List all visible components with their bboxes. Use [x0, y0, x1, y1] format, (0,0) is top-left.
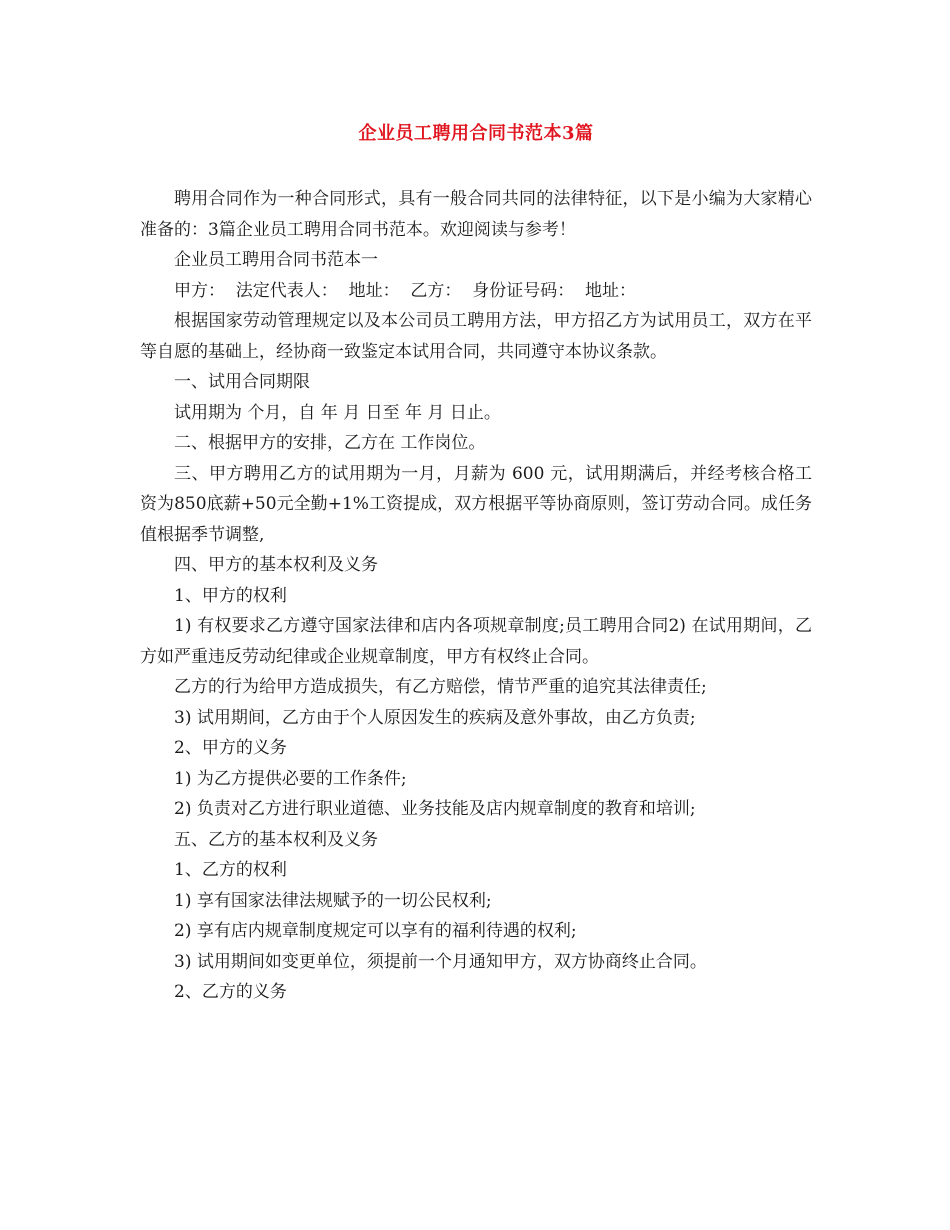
clause-text: 1) 有权要求乙方遵守国家法律和店内各项规章制度;员工聘用合同2) 在试用期间，乙方如严重违反劳动纪律或企业规章制度，甲方有权终止合同。: [140, 616, 812, 667]
parties-line: 甲方： 法定代表人： 地址： 乙方： 身份证号码： 地址：: [174, 280, 637, 301]
clause-heading-1: 一、试用合同期限: [174, 372, 310, 392]
section-heading-contract-one: 企业员工聘用合同书范本一: [174, 250, 378, 270]
clause-text: 2) 享有店内规章制度规定可以享有的福利待遇的权利;: [174, 921, 577, 941]
clause-text: 2) 负责对乙方进行职业道德、业务技能及店内规章制度的教育和培训;: [174, 799, 696, 819]
preamble-paragraph: 根据国家劳动管理规定以及本公司员工聘用方法，甲方招乙方为试用员工，双方在平等自愿的基础上，经协商一致鉴定本试用合同，共同遵守本协议条款。: [140, 311, 812, 362]
clause-text: 3) 试用期间如变更单位，须提前一个月通知甲方，双方协商终止合同。: [174, 951, 707, 972]
clause-heading-5: 五、乙方的基本权利及义务: [174, 829, 378, 850]
clause-heading-2: 二、根据甲方的安排，乙方在 工作岗位。: [174, 433, 486, 453]
clause-text: 3) 试用期间，乙方由于个人原因发生的疾病及意外事故，由乙方负责;: [174, 707, 696, 728]
document-title: 企业员工聘用合同书范本3篇: [358, 123, 594, 144]
sub-heading: 2、甲方的义务: [174, 738, 287, 758]
clause-heading-4: 四、甲方的基本权利及义务: [174, 555, 378, 575]
clause-text: 1) 为乙方提供必要的工作条件;: [174, 768, 407, 789]
document-body: [140, 184, 812, 1008]
clause-text: 试用期为 个月，自 年 月 日至 年 月 日止。: [174, 402, 501, 423]
sub-heading: 1、甲方的权利: [174, 585, 287, 606]
clause-heading-3: 三、甲方聘用乙方的试用期为一月，月薪为 600 元，试用期满后，并经考核合格工资为850底薪+50元全勤+1%工资提成，双方根据平等协商原则，签订劳动合同。成任务值根据季节调整,: [140, 463, 812, 545]
intro-paragraph: 聘用合同作为一种合同形式，具有一般合同共同的法律特征，以下是小编为大家精心准备的：3篇企业员工聘用合同书范本。欢迎阅读与参考！: [140, 189, 812, 240]
clause-text: 乙方的行为给甲方造成损失，有乙方赔偿，情节严重的追究其法律责任;: [174, 677, 707, 697]
clause-text: 1) 享有国家法律法规赋予的一切公民权利;: [174, 890, 492, 911]
sub-heading: 1、乙方的权利: [174, 860, 287, 880]
sub-heading: 2、乙方的义务: [174, 982, 287, 1002]
